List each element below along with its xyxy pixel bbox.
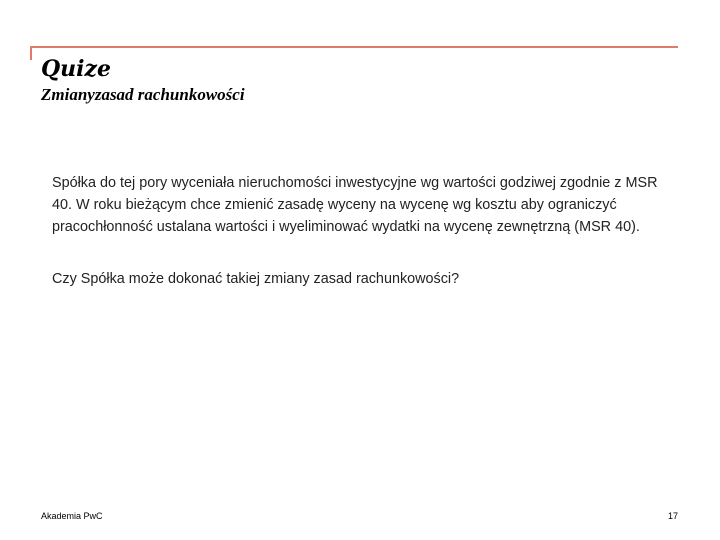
header-rule-corner — [30, 46, 32, 60]
footer-brand: Akademia PwC — [41, 511, 103, 521]
page-title: Quize — [41, 56, 112, 82]
page-number: 17 — [667, 511, 678, 521]
page-subtitle: Zmianyzasad rachunkowości — [41, 85, 245, 104]
body-paragraph: Spółka do tej pory wyceniała nieruchomości inwestycyjne wg wartości godziwej zgodnie z MSR 40. W roku bieżącym chce zmienić zasadę wyceny na wycenę wg kosztu aby ograniczyć pracochłonność ustalana wartości i wyeliminować wydatki na wycenę zewnętrzną (MSR 40). — [52, 175, 658, 235]
header-rule — [30, 46, 678, 48]
question-text: Czy Spółka może dokonać takiej zmiany zasad rachunkowości? — [52, 271, 460, 287]
